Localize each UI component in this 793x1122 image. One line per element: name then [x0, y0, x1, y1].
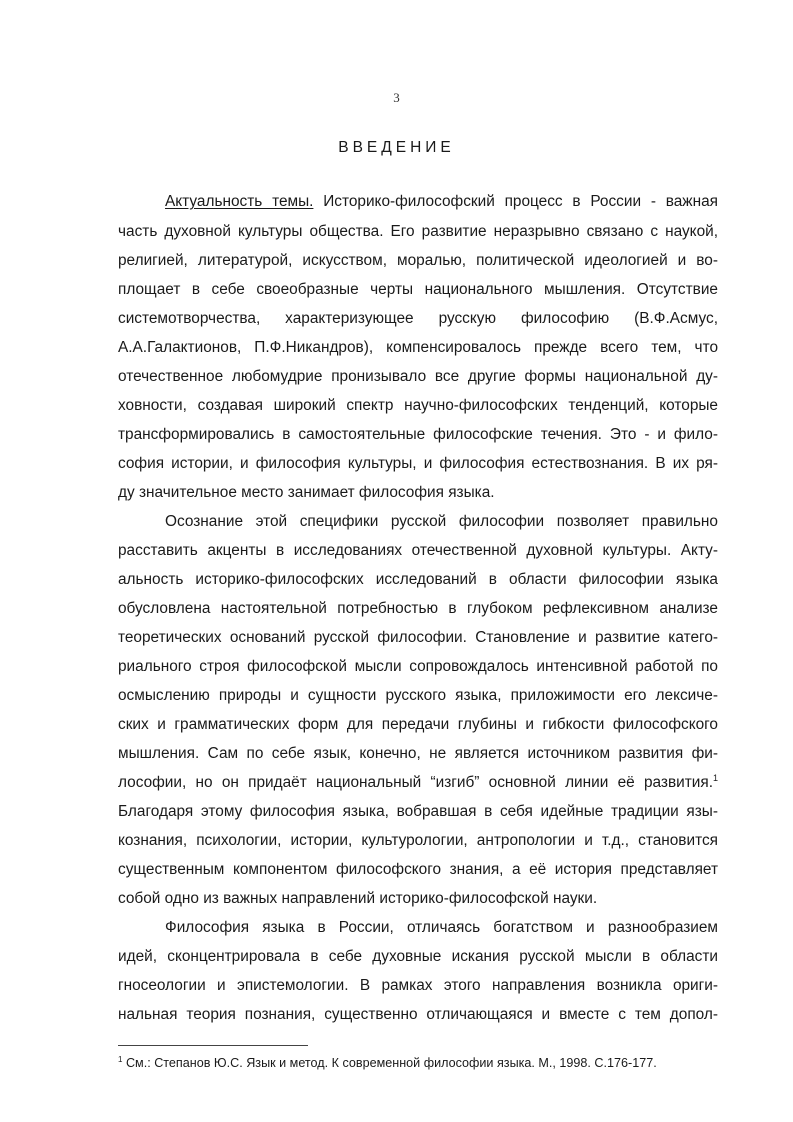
section-label: Актуальность темы. — [165, 193, 314, 210]
text-segment: А.А.Галактионов, П.Ф.Никандров), компенсировалось прежде всего тем, что — [118, 339, 718, 356]
text-line — [165, 914, 718, 942]
text-segment: риального строя философской мысли сопровождалось интенсивной работой по — [118, 658, 718, 675]
text-line — [118, 218, 718, 246]
text-segment: Историко-философский процесс в России - важная — [313, 193, 718, 210]
text-segment: лософии, но он придаёт национальный “изгиб” основной линии её развития. — [118, 774, 713, 791]
text-segment: ду значительное место занимает философия языка. — [118, 484, 495, 501]
text-segment: трансформировались в самостоятельные философские течения. Это - и фило- — [118, 426, 718, 443]
footnote — [118, 1055, 718, 1071]
text-line — [118, 711, 718, 739]
footnote-marker: 1 — [118, 1055, 123, 1064]
text-line — [118, 769, 718, 797]
footnote-separator — [118, 1045, 308, 1046]
footnote-ref: 1 — [712, 773, 718, 783]
text-line — [118, 334, 718, 362]
text-line — [118, 595, 718, 623]
text-segment: осмыслению природы и сущности русского языка, приложимости его лексиче- — [118, 687, 718, 704]
page-title: ВВЕДЕНИЕ — [338, 139, 455, 156]
text-segment: площает в себе своеобразные черты национального мышления. Отсутствие — [118, 281, 718, 298]
page-number: 3 — [393, 90, 400, 105]
text-segment: идей, сконцентрировала в себе духовные искания русской мысли в области — [118, 948, 718, 965]
text-line — [118, 856, 718, 884]
text-line — [118, 624, 718, 652]
text-segment: религией, литературой, искусством, моралью, политической идеологией и во- — [118, 252, 718, 269]
text-segment: отечественное любомудрие пронизывало все другие формы национальной ду- — [118, 368, 718, 385]
text-line — [118, 305, 718, 333]
text-line — [118, 798, 718, 826]
text-segment: Осознание этой специфики русской философии позволяет правильно — [165, 513, 718, 530]
text-segment: Философия языка в России, отличаясь богатством и разнообразием — [165, 919, 718, 936]
text-line — [118, 421, 718, 449]
text-line — [118, 537, 718, 565]
text-line — [118, 885, 718, 913]
text-segment: мышления. Сам по себе язык, конечно, не является источником развития фи- — [118, 745, 718, 762]
text-line — [118, 653, 718, 681]
text-line — [118, 1001, 718, 1029]
text-segment: альность историко-философских исследований в области философии языка — [118, 571, 718, 588]
text-line — [165, 508, 718, 536]
text-line — [165, 188, 718, 216]
text-line — [118, 827, 718, 855]
text-line — [118, 943, 718, 971]
text-line — [118, 276, 718, 304]
text-segment: кознания, психологии, истории, культурологии, антропологии и т.д., становится — [118, 832, 718, 849]
text-segment: ских и грамматических форм для передачи глубины и гибкости философского — [118, 716, 718, 733]
text-segment: часть духовной культуры общества. Его развитие неразрывно связано с наукой, — [118, 223, 718, 240]
text-segment: собой одно из важных направлений историко-философской науки. — [118, 890, 598, 907]
text-segment: гносеологии и эпистемологии. В рамках этого направления возникла ориги- — [118, 977, 718, 994]
text-line — [118, 247, 718, 275]
text-segment: ховности, создавая широкий спектр научно-философских тенденций, которые — [118, 397, 718, 414]
text-segment: расставить акценты в исследованиях отечественной духовной культуры. Акту- — [118, 542, 718, 559]
text-line — [118, 392, 718, 420]
text-line — [118, 450, 718, 478]
text-line — [118, 740, 718, 768]
text-line — [118, 363, 718, 391]
text-segment: нальная теория познания, существенно отличающаяся и вместе с тем допол- — [118, 1006, 718, 1023]
footnote-text: См.: Степанов Ю.С. Язык и метод. К современной философии языка. М., 1998. С.176-177. — [122, 1056, 657, 1070]
text-segment: существенным компонентом философского знания, а её история представляет — [118, 861, 718, 878]
text-segment: софия истории, и философия культуры, и философия естествознания. В их ря- — [118, 455, 718, 472]
text-segment: обусловлена настоятельной потребностью в глубоком рефлексивном анализе — [118, 600, 718, 617]
text-line — [118, 682, 718, 710]
text-segment: Благодаря этому философия языка, вобравшая в себя идейные традиции язы- — [118, 803, 718, 820]
text-segment: теоретических оснований русской философии. Становление и развитие катего- — [118, 629, 718, 646]
text-line — [118, 972, 718, 1000]
text-line — [118, 479, 718, 507]
text-segment: системотворчества, характеризующее русскую философию (В.Ф.Асмус, — [118, 310, 718, 327]
text-line — [118, 566, 718, 594]
